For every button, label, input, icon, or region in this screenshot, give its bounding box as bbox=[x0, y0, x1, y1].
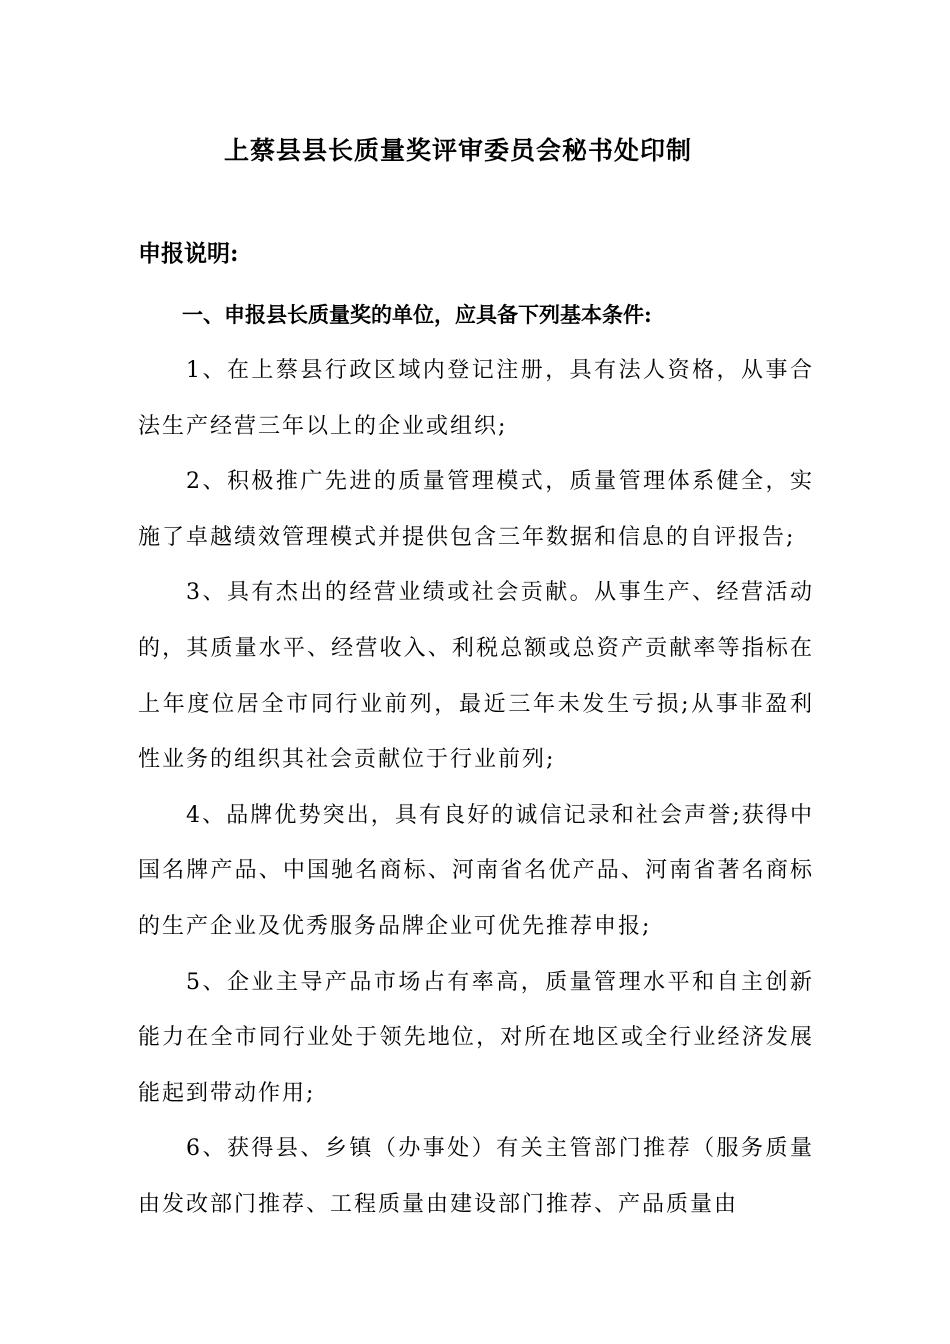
condition-item-6: 6、获得县、乡镇（办事处）有关主管部门推荐（服务质量由发改部门推荐、工程质量由建设部门推荐、产品质量由 bbox=[138, 1136, 814, 1217]
condition-item-1: 1、在上蔡县行政区域内登记注册，具有法人资格，从事合法生产经营三年以上的企业或组织; bbox=[138, 358, 814, 439]
conditions-subheading: 一、申报县长质量奖的单位，应具备下列基本条件: bbox=[182, 302, 652, 327]
condition-item-5: 5、企业主导产品市场占有率高，质量管理水平和自主创新能力在全市同行业处于领先地位，对所在地区或全行业经济发展能起到带动作用; bbox=[138, 969, 814, 1106]
conditions-list bbox=[138, 343, 814, 1233]
condition-item-4: 4、品牌优势突出，具有良好的诚信记录和社会声誉;获得中国名牌产品、中国驰名商标、河南省名优产品、河南省著名商标的生产企业及优秀服务品牌企业可优先推荐申报; bbox=[138, 802, 814, 939]
condition-item-2: 2、积极推广先进的质量管理模式，质量管理体系健全，实施了卓越绩效管理模式并提供包含三年数据和信息的自评报告; bbox=[138, 469, 814, 550]
page-title: 上蔡县县长质量奖评审委员会秘书处印制 bbox=[223, 136, 692, 165]
section-heading: 申报说明: bbox=[138, 240, 239, 267]
condition-item-3: 3、具有杰出的经营业绩或社会贡献。从事生产、经营活动的，其质量水平、经营收入、利税总额或总资产贡献率等指标在上年度位居全市同行业前列，最近三年未发生亏损;从事非盈利性业务的组织其社会贡献位于行业前列; bbox=[138, 580, 814, 773]
